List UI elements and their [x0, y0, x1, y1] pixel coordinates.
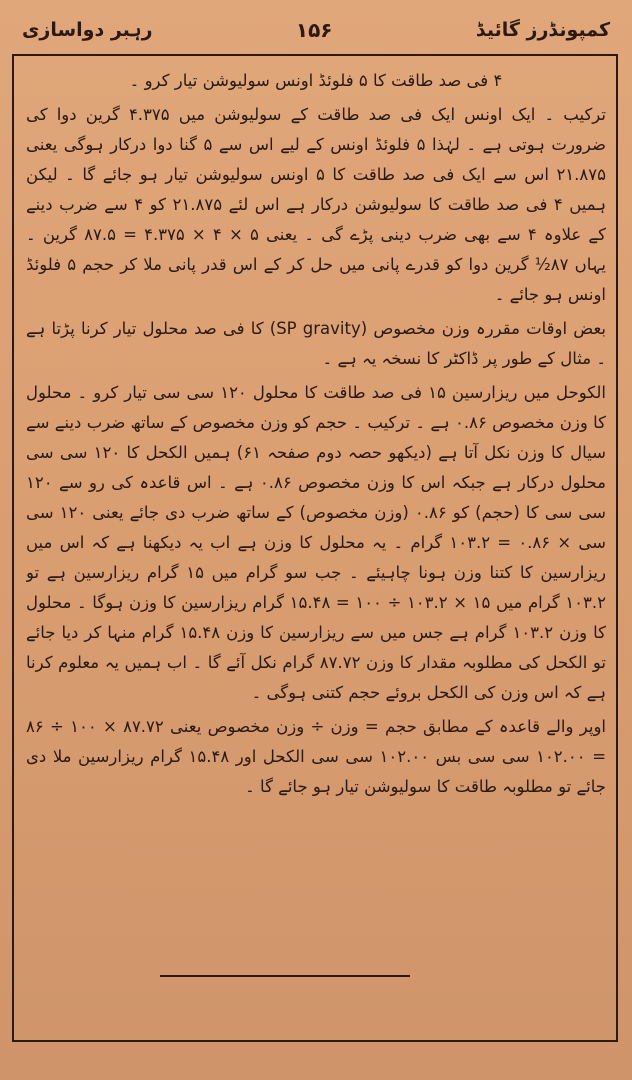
page-number: ۱۵۶ [295, 18, 333, 42]
problem-statement: ۴ فی صد طاقت کا ۵ فلوئڈ اونس سولیوشن تیار کرو ۔ [129, 71, 503, 90]
paragraph-method-1: ترکیب ۔ ایک اونس ایک فی صد طاقت کے سولیوشن میں ۴.۳۷۵ گرین دوا کی ضرورت ہوتی ہے ۔ لہٰذا ۵ فلوئڈ اونس کے لیے اس سے ۵ گنا دوا درکار ہوگی یعنی ۲۱.۸۷۵ اس سے ایک فی صد طاقت کا ۵ اونس سولیوشن تیار ہو جائے گا ۔ لیکن ہمیں ۴ فی صد طاقت کا سولیوشن درکار ہے اس لئے ۲۱.۸۷۵ کو ۴ سے ضرب دینے کے علاوہ ۴ سے بھی ضرب دینی پڑے گی ۔ یعنی ۵ × ۴ × ۴.۳۷۵ = ۸۷.۵ گرین ۔ یہاں ۸۷½ گرین دوا کو قدرے پانی میں حل کر کے اس قدر پانی ملا کر حجم ۵ فلوئڈ اونس ہو جائے ۔ [26, 105, 606, 304]
header-right-title: کمپونڈرز گائیڈ [475, 19, 610, 41]
paragraph-method-2: الکوحل میں ریزارسین ۱۵ فی صد طاقت کا محلول ۱۲۰ سی سی تیار کرو ۔ محلول کا وزن مخصوص ۰.۸۶ ہے ۔ ترکیب ۔ حجم کو وزن مخصوص کے ساتھ ضرب دینے سے سیال کا وزن نکل آتا ہے (دیکھو حصہ دوم صفحہ ۶۱) ہمیں الکحل کا ۱۲۰ سی سی محلول درکار ہے جبکہ اس کا وزن مخصوص ۰.۸۶ ہے ۔ اس قاعدہ کی رو سے ۱۲۰ سی سی کا (حجم) کو ۰.۸۶ (وزن مخصوص) کے ساتھ ضرب دی جائے یعنی ۱۲۰ سی سی × ۰.۸۶ = ۱۰۳.۲ گرام ۔ یہ محلول کا وزن ہے اب یہ دیکھنا ہے کہ اس میں ریزارسین کا کتنا وزن ہونا چاہیئے ۔ جب سو گرام میں ۱۵ گرام ریزارسین ہے تو ۱۰۳.۲ گرام میں ۱۵ × ۱۰۳.۲ ÷ ۱۰۰ = ۱۵.۴۸ گرام ریزارسین کا وزن ہوگا ۔ محلول کا وزن ۱۰۳.۲ گرام ہے جس میں سے ریزارسین کا وزن ۱۵.۴۸ گرام منہا کر دیا جائے تو الکحل کی مطلوبہ مقدار کا وزن ۸۷.۷۲ گرام نکل آئے گا ۔ اب ہمیں یہ معلوم کرنا ہے کہ اس وزن کی الکحل بروئے حجم کتنی ہوگی ۔ [26, 383, 606, 702]
body-text [26, 66, 606, 966]
page-header [22, 12, 610, 48]
header-left-title: رہبر دواسازی [22, 19, 153, 41]
end-rule [160, 975, 410, 977]
paragraph-conclusion: اوپر والے قاعدہ کے مطابق حجم = وزن ÷ وزن مخصوص یعنی ۸۷.۷۲ × ۱۰۰ ÷ ۸۶ = ۱۰۲.۰۰ سی سی بس ۱۰۲.۰۰ سی سی الکحل اور ۱۵.۴۸ گرام ریزارسین ملا دی جائے تو مطلوبہ طاقت کا سولیوشن تیار ہو جائے گا ۔ [26, 717, 606, 796]
paragraph-specific-gravity-intro: بعض اوقات مقررہ وزن مخصوص (SP gravity) کا فی صد محلول تیار کرنا پڑتا ہے ۔ مثال کے طور پر ڈاکٹر کا نسخہ یہ ہے ۔ [26, 319, 606, 368]
